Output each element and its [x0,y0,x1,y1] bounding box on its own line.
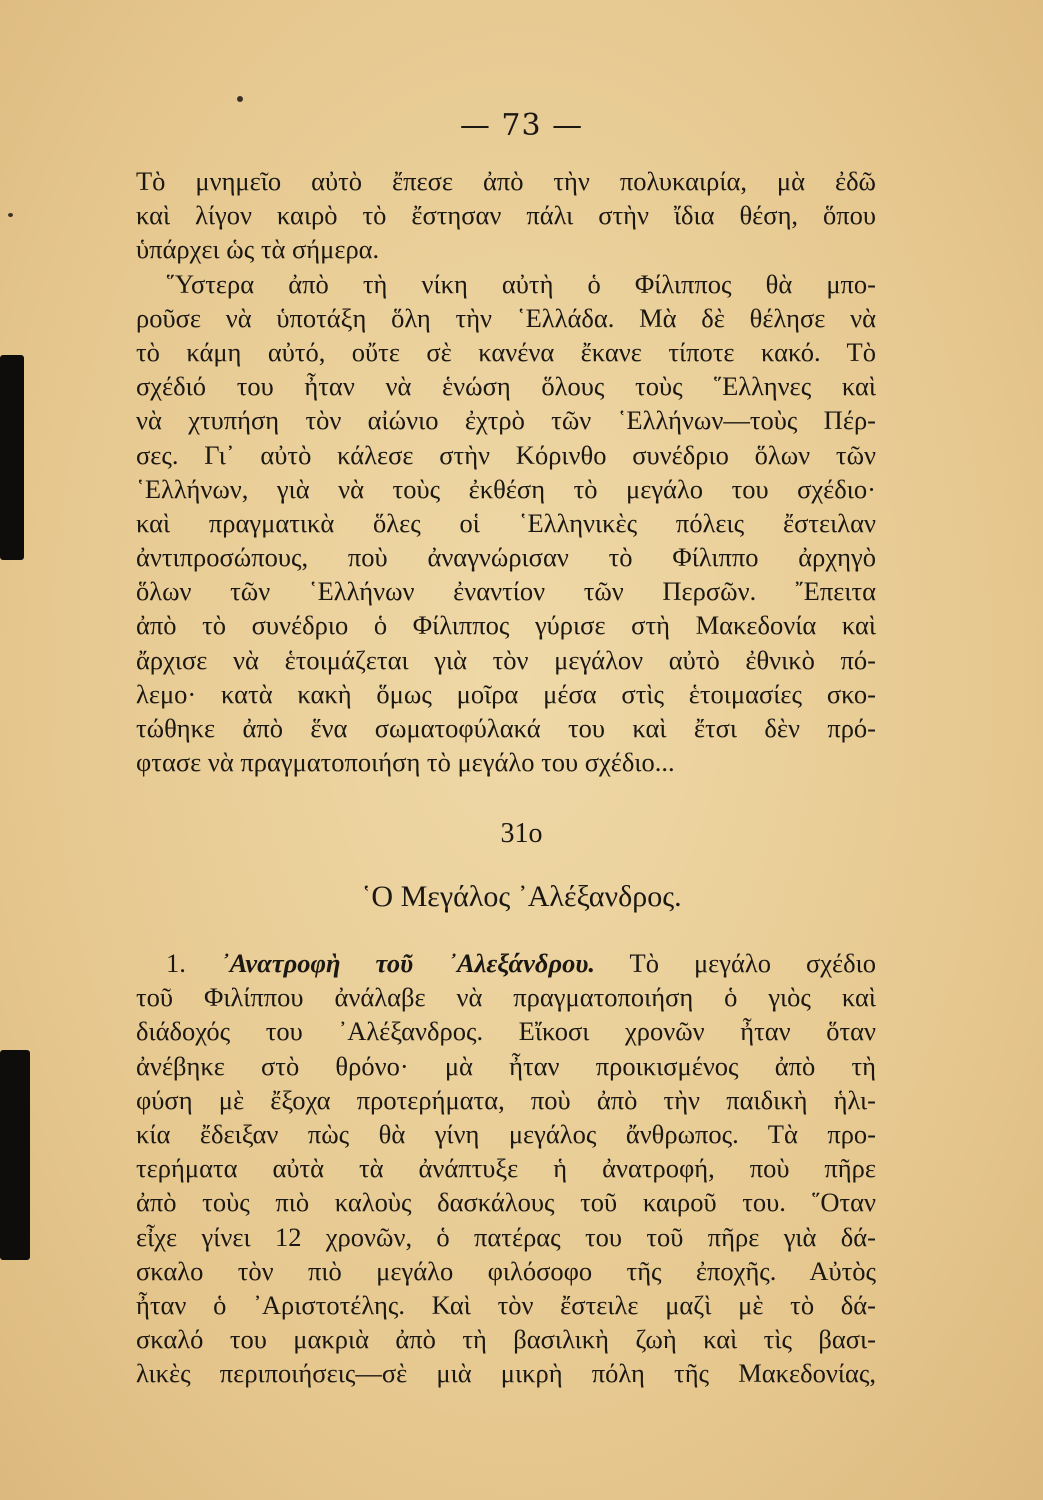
binding-shadow-bottom [0,1050,30,1260]
text-line: ὅλων τῶν ῾Ελλήνων ἐναντίον τῶν Περσῶν. ῎Επειτα [136,576,876,607]
binding-shadow-top [0,355,24,560]
ink-speck [237,96,243,102]
text-line: λεμο· κατὰ κακὴ ὅμως μοῖρα μέσα στὶς ἑτοιμασίες σκο- [136,678,876,709]
ink-speck [8,213,13,217]
text-block-bottom [136,946,876,1390]
text-line: φτασε νὰ πραγματοποιήση τὸ μεγάλο του σχέδιο... [136,747,675,778]
text-line: σχέδιό του ἦταν νὰ ἑνώση ὅλους τοὺς ῞Ελληνες καὶ [136,371,876,402]
text-line: τώθηκε ἀπὸ ἕνα σωματοφύλακά του καὶ ἔτσι δὲν πρό- [136,713,876,743]
section-title: ῾Ο Μεγάλος ᾿Αλέξανδρος. [361,880,682,913]
text-line: ροῦσε νὰ ὑποτάξη ὅλη τὴν ῾Ελλάδα. Μὰ δὲ θέλησε νὰ [136,302,876,333]
page-number: — 73 — [459,108,584,143]
text-line: Τὸ μνημεῖο αὐτὸ ἔπεσε ἀπὸ τὴν πολυκαιρία, μὰ ἐδῶ [136,166,876,196]
text-line: ἄρχισε νὰ ἑτοιμάζεται γιὰ τὸν μεγάλον αὐτὸ ἐθνικὸ πό- [136,644,876,675]
text-line: φύση μὲ ἔξοχα προτερήματα, ποὺ ἀπὸ τὴν παιδικὴ ἡλι- [136,1084,876,1115]
text-line: ἦταν ὁ ᾿Αριστοτέλης. Καὶ τὸν ἔστειλε μαζὶ μὲ τὸ δά- [136,1289,876,1320]
text-line: τὸ κάμη αὐτό, οὔτε σὲ κανένα ἔκανε τίποτε κακό. Τὸ [136,336,876,367]
text-line: ἀπὸ τοὺς πιὸ καλοὺς δασκάλους τοῦ καιροῦ του. ῞Οταν [136,1187,876,1218]
text-line: ῾Ελλήνων, γιὰ νὰ τοὺς ἐκθέση τὸ μεγάλο του σχέδιο· [136,473,876,504]
text-line: τοῦ Φιλίππου ἀνάλαβε νὰ πραγματοποιήση ὁ γιὸς καὶ [136,982,876,1013]
text-line: νὰ χτυπήση τὸν αἰώνιο ἐχτρὸ τῶν ῾Ελλήνων—τοὺς Πέρ- [136,405,876,436]
text-line: καὶ πραγματικὰ ὅλες οἱ ῾Ελληνικὲς πόλεις ἔστειλαν [136,507,876,538]
text-line: ἀνέβηκε στὸ θρόνο· μὰ ἦταν προικισμένος ἀπὸ τὴ [136,1050,876,1081]
paragraph-number: 1. [166,948,186,978]
text-line: εἶχε γίνει 12 χρονῶν, ὁ πατέρας του τοῦ πῆρε γιὰ δά- [136,1221,876,1252]
text-line: σκαλό του μακριὰ ἀπὸ τὴ βασιλικὴ ζωὴ καὶ τὶς βασι- [136,1324,876,1355]
text-line: διάδοχός του ᾿Αλέξανδρος. Εἴκοσι χρονῶν ἦταν ὅταν [136,1016,876,1047]
text-line: λικὲς περιποιήσεις—σὲ μιὰ μικρὴ πόλη τῆς Μακεδονίας, [136,1358,876,1389]
heading-line-rest: Τὸ μεγάλο σχέδιο [629,948,877,978]
text-line: σες. Γι᾿ αὐτὸ κάλεσε στὴν Κόρινθο συνέδριο ὅλων τῶν [136,439,876,470]
section-number: 31o [500,818,543,849]
text-line-heading [136,946,876,980]
text-line: σκαλο τὸν πιὸ μεγάλο φιλόσοφο τῆς ἐποχῆς. Αὐτὸς [136,1255,876,1286]
paragraph-heading: ᾿Ανατροφὴ τοῦ ᾿Αλεξάνδρου. [220,948,596,978]
text-line: ῞Υστερα ἀπὸ τὴ νίκη αὐτὴ ὁ Φίλιππος θὰ μπο- [166,268,876,299]
text-line: τερήματα αὐτὰ τὰ ἀνάπτυξε ἡ ἀνατροφή, ποὺ πῆρε [136,1153,876,1184]
text-block-top [136,164,876,779]
text-line: ὑπάρχει ὡς τὰ σήμερα. [136,234,380,265]
text-line: κία ἔδειξαν πὼς θὰ γίνη μεγάλος ἄνθρωπος. Τὰ προ- [136,1118,876,1149]
text-line: ἀντιπροσώπους, ποὺ ἀναγνώρισαν τὸ Φίλιππο ἀρχηγὸ [136,542,876,573]
text-line: ἀπὸ τὸ συνέδριο ὁ Φίλιππος γύρισε στὴ Μακεδονία καὶ [136,610,876,641]
text-line: καὶ λίγον καιρὸ τὸ ἔστησαν πάλι στὴν ἴδια θέση, ὅπου [136,200,876,231]
